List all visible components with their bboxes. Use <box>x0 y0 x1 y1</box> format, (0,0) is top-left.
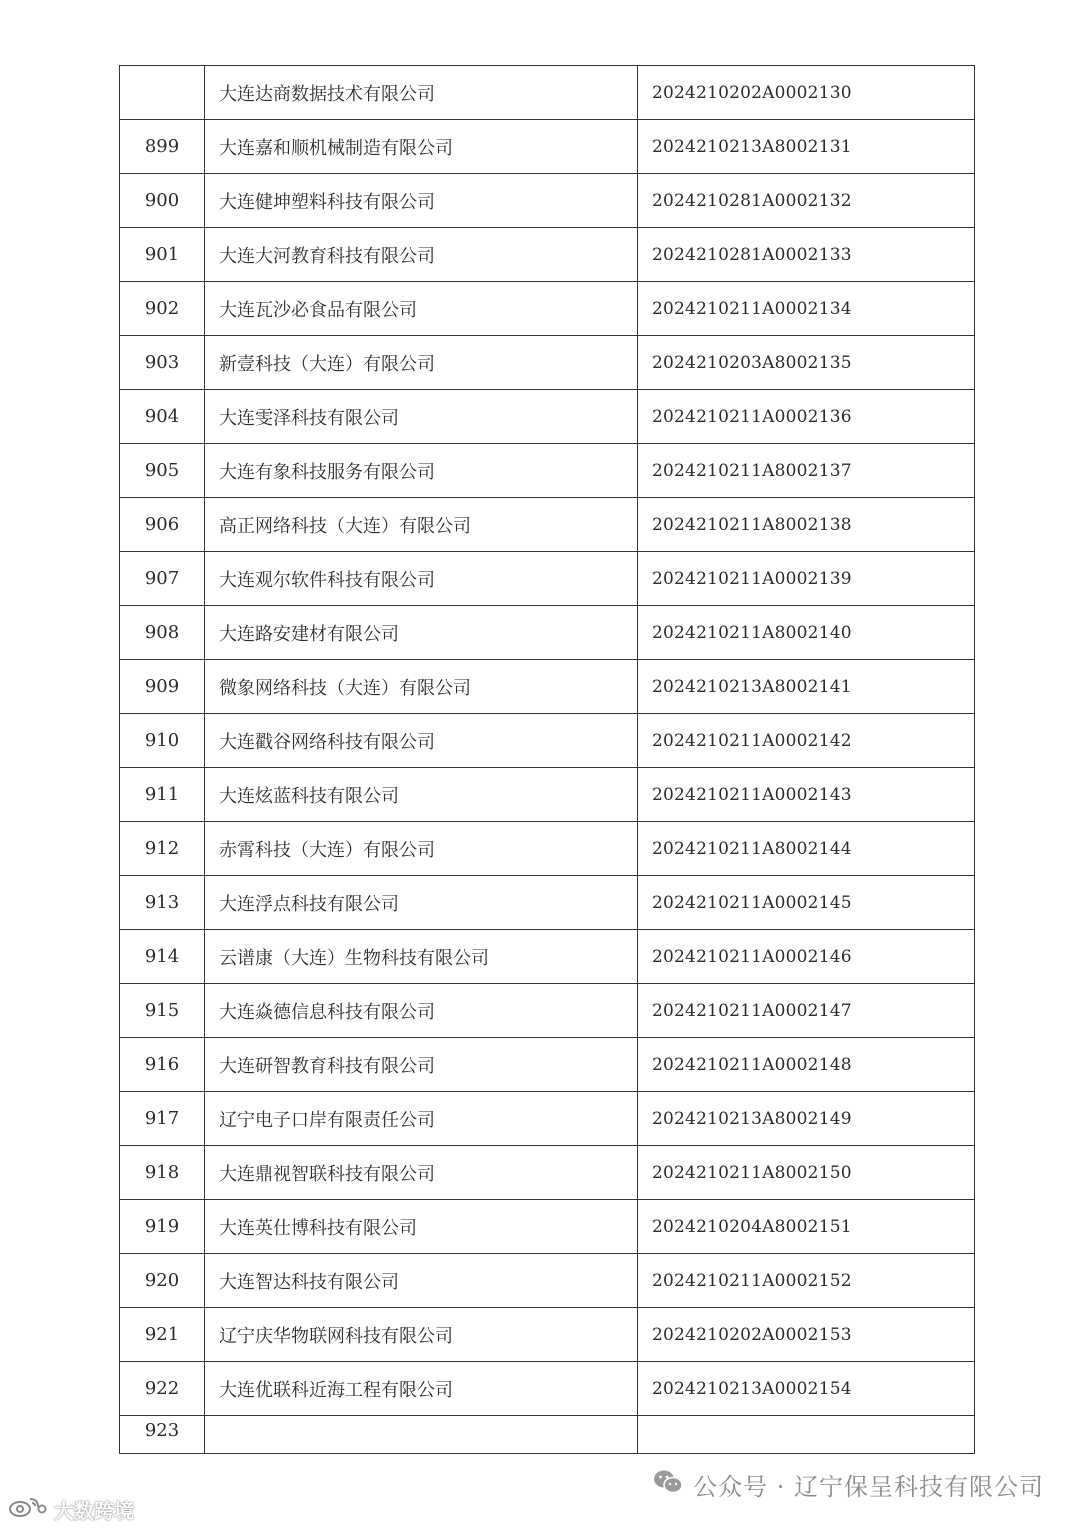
company-name-cell: 大连研智教育科技有限公司 <box>205 1038 638 1092</box>
registration-code-cell: 2024210211A0002139 <box>638 552 975 606</box>
registration-code-cell: 2024210211A0002148 <box>638 1038 975 1092</box>
row-number-cell: 916 <box>120 1038 205 1092</box>
row-number-cell <box>120 66 205 120</box>
table-row <box>120 1200 975 1254</box>
company-name-cell: 大连大河教育科技有限公司 <box>205 228 638 282</box>
row-number-cell: 902 <box>120 282 205 336</box>
company-name-cell: 大连瓦沙必食品有限公司 <box>205 282 638 336</box>
registration-code-cell: 2024210211A0002146 <box>638 930 975 984</box>
company-name-cell: 微象网络科技（大连）有限公司 <box>205 660 638 714</box>
table-row <box>120 1038 975 1092</box>
row-number-cell: 911 <box>120 768 205 822</box>
table-row <box>120 498 975 552</box>
table-row <box>120 1092 975 1146</box>
table-row <box>120 768 975 822</box>
row-number-cell: 919 <box>120 1200 205 1254</box>
table-row <box>120 876 975 930</box>
source-watermark <box>8 1495 134 1524</box>
table-row <box>120 336 975 390</box>
table-row <box>120 660 975 714</box>
registration-code-cell: 2024210211A8002138 <box>638 498 975 552</box>
registration-code-cell: 2024210211A8002144 <box>638 822 975 876</box>
registration-code-cell: 2024210202A0002153 <box>638 1308 975 1362</box>
company-name-cell: 大连优联科近海工程有限公司 <box>205 1362 638 1416</box>
table-row <box>120 444 975 498</box>
registration-code-cell: 2024210213A8002141 <box>638 660 975 714</box>
weibo-icon <box>8 1495 48 1524</box>
row-number-cell: 922 <box>120 1362 205 1416</box>
company-name-cell: 辽宁庆华物联网科技有限公司 <box>205 1308 638 1362</box>
company-name-cell: 赤霄科技（大连）有限公司 <box>205 822 638 876</box>
company-name-cell: 大连炫蓝科技有限公司 <box>205 768 638 822</box>
row-number-cell: 905 <box>120 444 205 498</box>
table-row <box>120 984 975 1038</box>
row-number-cell: 913 <box>120 876 205 930</box>
registration-code-cell: 2024210281A0002133 <box>638 228 975 282</box>
wechat-icon <box>653 1469 683 1501</box>
table-row <box>120 1416 975 1454</box>
registration-code-cell: 2024210213A8002149 <box>638 1092 975 1146</box>
row-number-cell: 918 <box>120 1146 205 1200</box>
table-row <box>120 66 975 120</box>
row-number-cell: 907 <box>120 552 205 606</box>
company-name-cell: 大连智达科技有限公司 <box>205 1254 638 1308</box>
table-row <box>120 714 975 768</box>
company-table <box>119 65 975 1454</box>
company-name-cell: 高正网络科技（大连）有限公司 <box>205 498 638 552</box>
company-name-cell: 大连健坤塑料科技有限公司 <box>205 174 638 228</box>
company-name-cell: 大连有象科技服务有限公司 <box>205 444 638 498</box>
registration-code-cell: 2024210211A0002152 <box>638 1254 975 1308</box>
company-name-cell: 大连英仕博科技有限公司 <box>205 1200 638 1254</box>
table-row <box>120 174 975 228</box>
row-number-cell: 899 <box>120 120 205 174</box>
account-name: 公众号 · 辽宁保呈科技有限公司 <box>693 1473 1044 1501</box>
table-row <box>120 930 975 984</box>
row-number-cell: 910 <box>120 714 205 768</box>
registration-code-cell: 2024210213A8002131 <box>638 120 975 174</box>
company-name-cell: 大连戳谷网络科技有限公司 <box>205 714 638 768</box>
company-name-cell: 新壹科技（大连）有限公司 <box>205 336 638 390</box>
row-number-cell: 921 <box>120 1308 205 1362</box>
registration-code-cell: 2024210211A0002134 <box>638 282 975 336</box>
table-row <box>120 1254 975 1308</box>
company-name-cell: 大连焱德信息科技有限公司 <box>205 984 638 1038</box>
row-number-cell: 920 <box>120 1254 205 1308</box>
account-watermark <box>653 1467 1044 1502</box>
registration-code-cell: 2024210211A0002143 <box>638 768 975 822</box>
table-row <box>120 822 975 876</box>
registration-code-cell: 2024210281A0002132 <box>638 174 975 228</box>
table-row <box>120 606 975 660</box>
company-name-cell: 云谱康（大连）生物科技有限公司 <box>205 930 638 984</box>
row-number-cell: 908 <box>120 606 205 660</box>
registration-code-cell: 2024210203A8002135 <box>638 336 975 390</box>
company-name-cell <box>205 1416 638 1454</box>
company-name-cell: 大连观尔软件科技有限公司 <box>205 552 638 606</box>
registration-code-cell: 2024210211A0002147 <box>638 984 975 1038</box>
table-row <box>120 552 975 606</box>
row-number-cell: 915 <box>120 984 205 1038</box>
company-name-cell: 大连雯泽科技有限公司 <box>205 390 638 444</box>
row-number-cell: 904 <box>120 390 205 444</box>
row-number-cell: 903 <box>120 336 205 390</box>
row-number-cell: 914 <box>120 930 205 984</box>
table-row <box>120 282 975 336</box>
registration-code-cell: 2024210213A0002154 <box>638 1362 975 1416</box>
table-row <box>120 228 975 282</box>
source-name: 大数跨境 <box>54 1499 134 1523</box>
registration-code-cell: 2024210211A8002140 <box>638 606 975 660</box>
registration-code-cell: 2024210211A0002142 <box>638 714 975 768</box>
company-name-cell: 辽宁电子口岸有限责任公司 <box>205 1092 638 1146</box>
registration-code-cell: 2024210202A0002130 <box>638 66 975 120</box>
row-number-cell: 906 <box>120 498 205 552</box>
company-name-cell: 大连浮点科技有限公司 <box>205 876 638 930</box>
table-row <box>120 1146 975 1200</box>
registration-code-cell <box>638 1416 975 1454</box>
registration-code-cell: 2024210211A8002137 <box>638 444 975 498</box>
row-number-cell: 901 <box>120 228 205 282</box>
registration-code-cell: 2024210204A8002151 <box>638 1200 975 1254</box>
row-number-cell: 917 <box>120 1092 205 1146</box>
row-number-cell: 912 <box>120 822 205 876</box>
company-name-cell: 大连路安建材有限公司 <box>205 606 638 660</box>
registration-code-cell: 2024210211A8002150 <box>638 1146 975 1200</box>
table-row <box>120 1308 975 1362</box>
table-row <box>120 1362 975 1416</box>
company-name-cell: 大连达商数据技术有限公司 <box>205 66 638 120</box>
company-name-cell: 大连鼎视智联科技有限公司 <box>205 1146 638 1200</box>
registration-code-cell: 2024210211A0002145 <box>638 876 975 930</box>
row-number-cell: 923 <box>120 1416 205 1454</box>
table-row <box>120 390 975 444</box>
row-number-cell: 900 <box>120 174 205 228</box>
table-row <box>120 120 975 174</box>
row-number-cell: 909 <box>120 660 205 714</box>
registration-code-cell: 2024210211A0002136 <box>638 390 975 444</box>
company-name-cell: 大连嘉和顺机械制造有限公司 <box>205 120 638 174</box>
